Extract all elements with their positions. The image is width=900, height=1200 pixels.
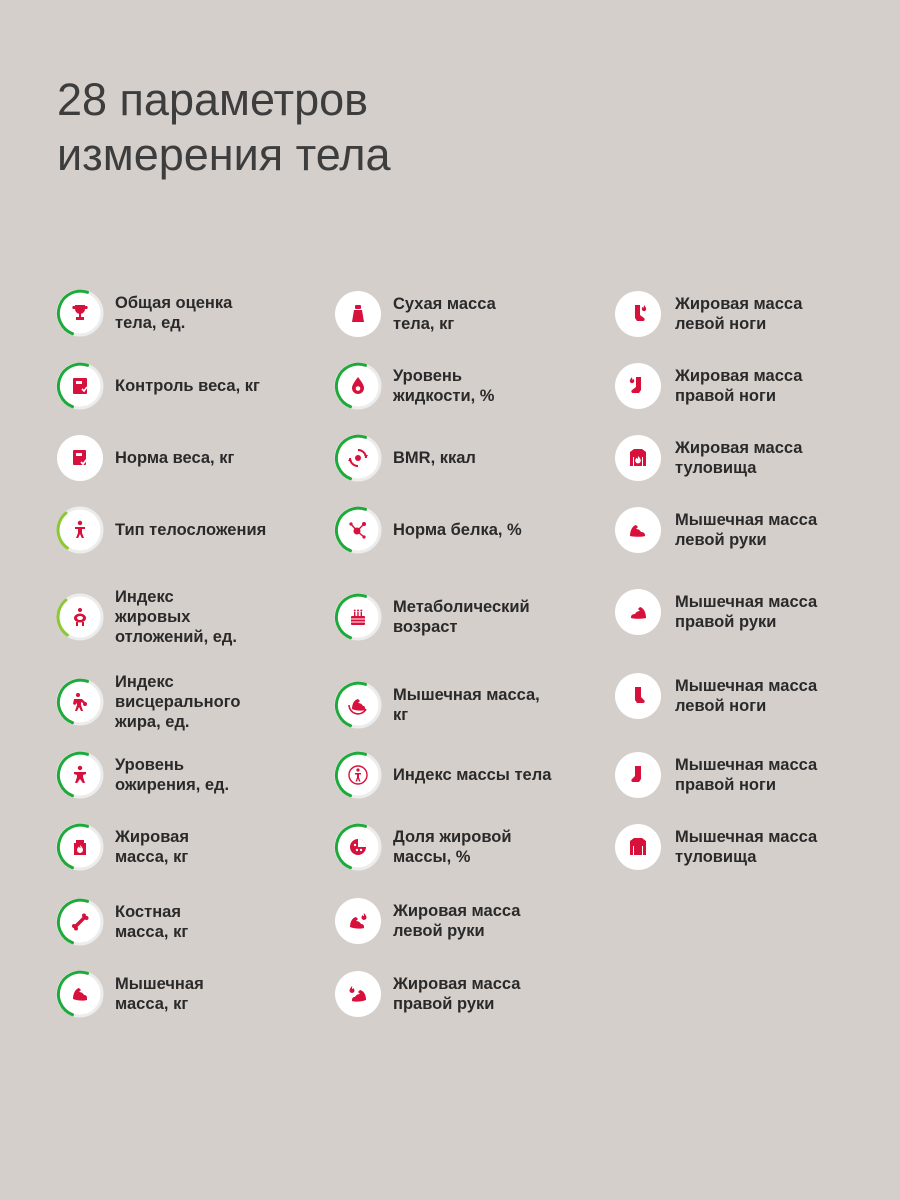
parameter-label: Уровень жидкости, % xyxy=(393,367,495,405)
parameter-label: Мышечная масса правой руки xyxy=(675,593,818,631)
parameter-item xyxy=(334,970,604,1018)
parameter-label: Норма белка, % xyxy=(393,521,522,539)
cake-icon xyxy=(334,593,382,641)
protein-icon xyxy=(334,506,382,554)
trophy-icon xyxy=(56,289,104,337)
left-arm-fat-icon xyxy=(334,897,382,945)
fat-mass-icon xyxy=(56,823,104,871)
body-type-icon xyxy=(56,506,104,554)
torso-muscle-icon xyxy=(614,823,662,871)
visceral-fat-icon xyxy=(56,678,104,726)
parameter-item xyxy=(56,970,326,1018)
parameter-label: Жировая масса правой руки xyxy=(393,975,521,1013)
parameter-label: Мышечная масса правой ноги xyxy=(675,756,818,794)
parameter-label: Жировая масса, кг xyxy=(115,828,189,866)
parameter-item xyxy=(56,673,326,731)
water-drop-icon xyxy=(334,362,382,410)
parameter-item xyxy=(334,506,604,554)
parameter-label: Индекс висцерального жира, ед. xyxy=(115,673,241,731)
parameter-label: Костная масса, кг xyxy=(115,903,189,941)
parameter-label: Мышечная масса, кг xyxy=(115,975,204,1013)
parameter-label: Мышечная масса туловища xyxy=(675,828,818,866)
right-arm-muscle-icon xyxy=(614,588,662,636)
parameter-label: Мышечная масса левой ноги xyxy=(675,677,818,715)
scale-check-icon xyxy=(56,362,104,410)
weight-icon xyxy=(334,290,382,338)
parameter-item xyxy=(614,823,894,871)
parameter-item xyxy=(614,672,894,720)
parameter-label: Мышечная масса левой руки xyxy=(675,511,818,549)
parameter-item xyxy=(56,823,326,871)
metabolism-icon xyxy=(334,434,382,482)
muscle-mass-icon xyxy=(334,681,382,729)
parameter-item xyxy=(334,593,604,641)
right-arm-fat-icon xyxy=(334,970,382,1018)
left-leg-fat-icon xyxy=(614,290,662,338)
parameter-label: BMR, ккал xyxy=(393,449,476,467)
muscle-icon xyxy=(56,970,104,1018)
parameter-item xyxy=(56,751,326,799)
scale-norm-icon xyxy=(56,434,104,482)
parameter-label: Доля жировой массы, % xyxy=(393,828,512,866)
parameter-item xyxy=(334,897,604,945)
right-leg-muscle-icon xyxy=(614,751,662,799)
parameter-label: Жировая масса левой руки xyxy=(393,902,521,940)
parameter-label: Индекс массы тела xyxy=(393,766,552,784)
parameter-label: Норма веса, кг xyxy=(115,449,235,467)
parameter-label: Жировая масса правой ноги xyxy=(675,367,803,405)
parameter-item xyxy=(614,751,894,799)
parameter-label: Мышечная масса, кг xyxy=(393,686,540,724)
parameter-item xyxy=(334,681,604,729)
obesity-icon xyxy=(56,751,104,799)
parameter-item xyxy=(614,290,894,338)
parameter-label: Контроль веса, кг xyxy=(115,377,260,395)
parameter-label: Жировая масса левой ноги xyxy=(675,295,803,333)
parameter-item xyxy=(334,823,604,871)
parameter-item xyxy=(334,362,604,410)
parameter-item xyxy=(614,588,894,636)
title-line-1: 28 параметров xyxy=(57,74,369,125)
parameter-item xyxy=(334,434,604,482)
parameter-label: Сухая масса тела, кг xyxy=(393,295,496,333)
left-leg-muscle-icon xyxy=(614,672,662,720)
title-line-2: измерения тела xyxy=(57,129,391,180)
parameter-item xyxy=(614,506,894,554)
parameter-label: Общая оценка тела, ед. xyxy=(115,294,233,332)
fat-ratio-icon xyxy=(334,823,382,871)
parameter-item xyxy=(56,588,326,646)
parameter-item xyxy=(56,289,326,337)
left-arm-muscle-icon xyxy=(614,506,662,554)
parameter-label: Метаболический возраст xyxy=(393,598,530,636)
parameter-item xyxy=(56,434,326,482)
parameter-item xyxy=(56,898,326,946)
parameter-label: Уровень ожирения, ед. xyxy=(115,756,230,794)
parameter-item xyxy=(614,434,894,482)
parameter-label: Индекс жировых отложений, ед. xyxy=(115,588,237,646)
page-title xyxy=(57,72,391,182)
fat-deposit-icon xyxy=(56,593,104,641)
parameter-item xyxy=(614,362,894,410)
parameter-item xyxy=(56,506,326,554)
parameter-label: Тип телосложения xyxy=(115,521,267,539)
bone-icon xyxy=(56,898,104,946)
parameter-label: Жировая масса туловища xyxy=(675,439,803,477)
bmi-icon xyxy=(334,751,382,799)
parameter-item xyxy=(334,751,604,799)
parameter-item xyxy=(334,290,604,338)
torso-fat-icon xyxy=(614,434,662,482)
right-leg-fat-icon xyxy=(614,362,662,410)
parameter-item xyxy=(56,362,326,410)
